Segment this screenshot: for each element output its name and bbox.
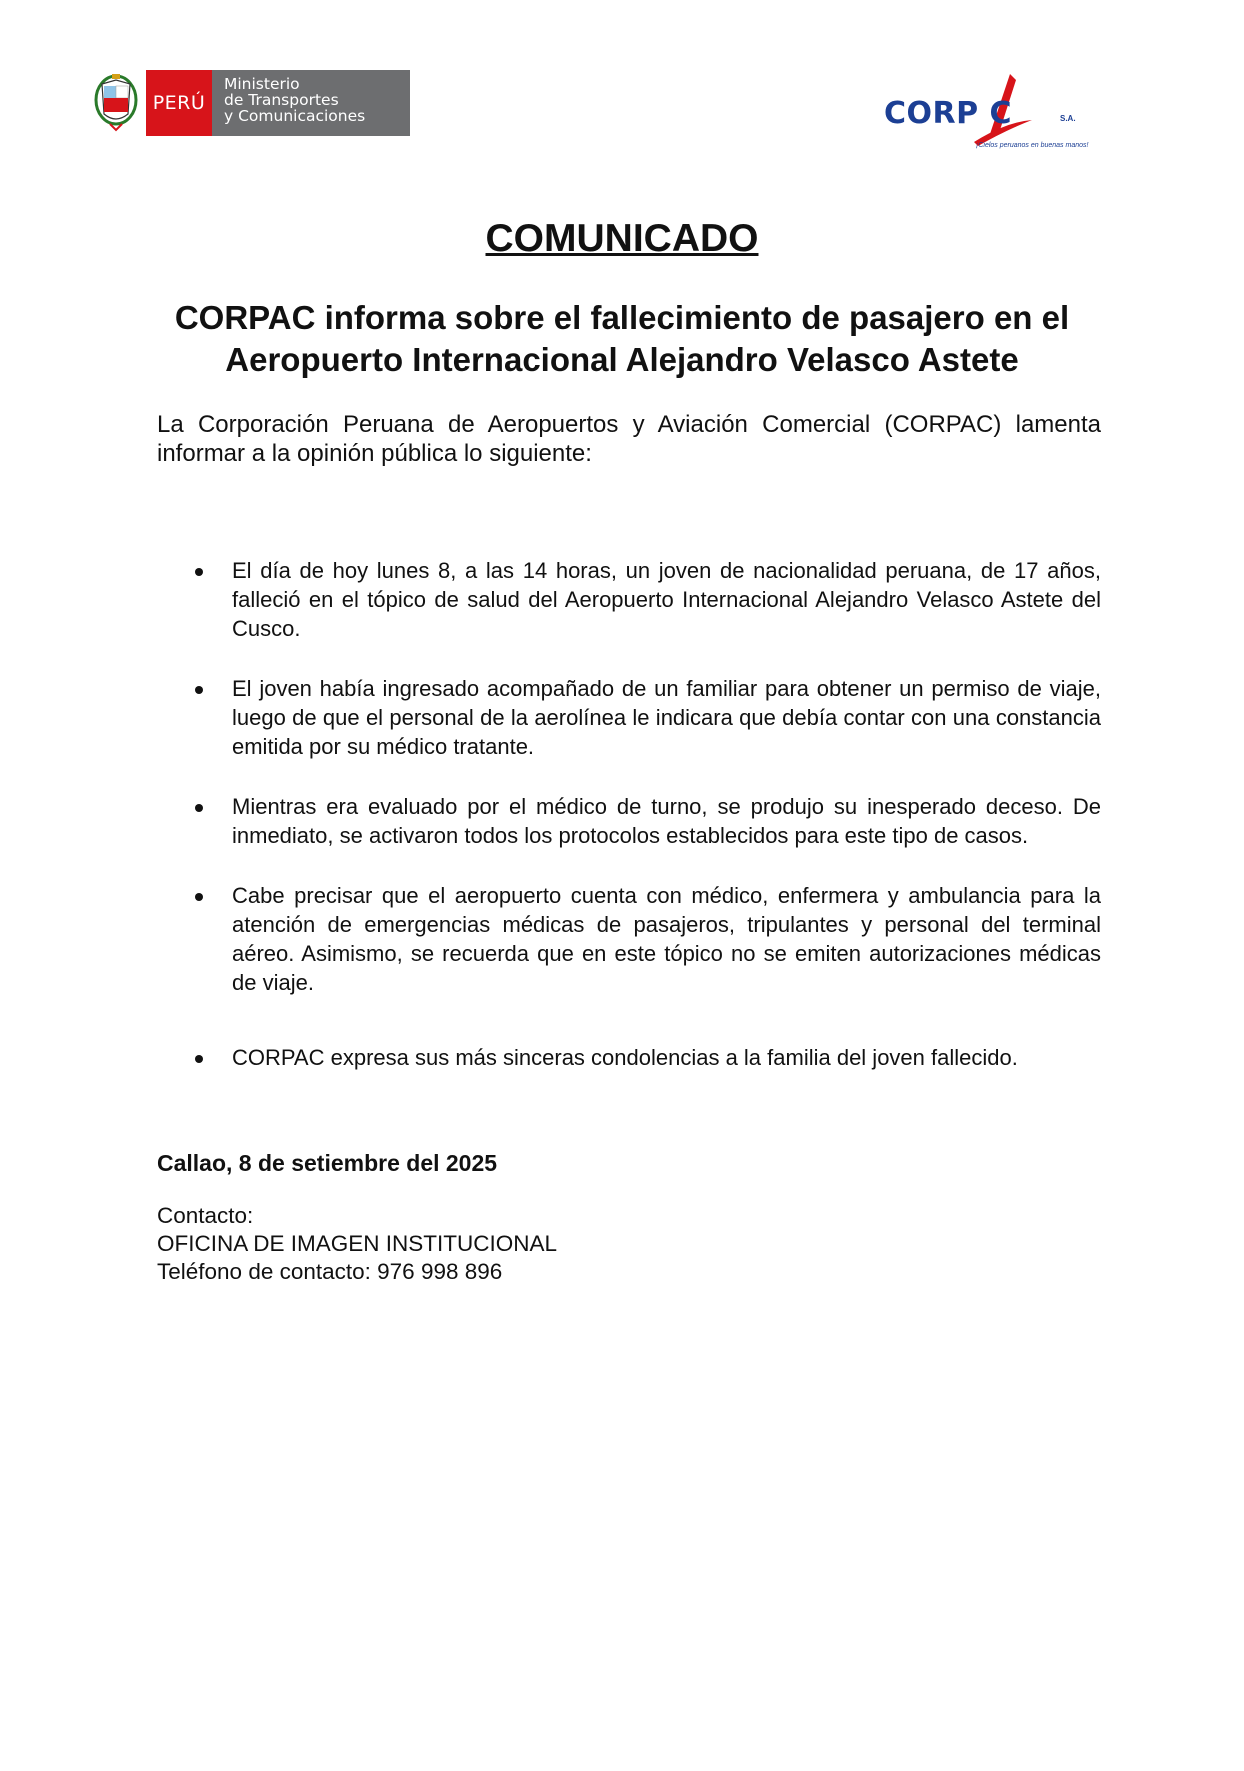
date-line: Callao, 8 de setiembre del 2025 (157, 1150, 498, 1176)
ministry-name (212, 70, 410, 136)
contact-phone: Teléfono de contacto: 976 998 896 (157, 1259, 503, 1284)
letterhead (0, 66, 1244, 166)
bullet-icon (195, 804, 203, 812)
list-item (157, 792, 1101, 850)
peru-coat-of-arms-icon (92, 70, 140, 134)
peru-label: PERÚ (146, 70, 212, 136)
bullet-icon (195, 568, 203, 576)
ministry-logo (92, 70, 410, 136)
contact-office: OFICINA DE IMAGEN INSTITUCIONAL (157, 1231, 558, 1256)
ministry-line: de Transportes (224, 91, 339, 109)
ministry-line: Ministerio (224, 75, 300, 93)
list-item (157, 881, 1101, 997)
list-item (157, 556, 1101, 643)
corpac-sa: S.A. (1060, 114, 1076, 123)
bullet-icon (195, 686, 203, 694)
bullet-list (157, 556, 1101, 1072)
bullet-icon (195, 1055, 203, 1063)
intro-paragraph: La Corporación Peruana de Aeropuertos y Aviación Comercial (CORPAC) lamenta informar a la opinión pública lo siguiente: (157, 411, 1101, 467)
document-subtitle: CORPAC informa sobre el fallecimiento de pasajero en el Aeropuerto Internacional Alejandro Velasco Astete (174, 299, 1070, 378)
corpac-tagline: ¡Cielos peruanos en buenas manos! (976, 142, 1089, 149)
contact-label: Contacto: (157, 1203, 254, 1228)
bullet-icon (195, 893, 203, 901)
document-title: COMUNICADO (485, 217, 759, 260)
bullet-text: Cabe precisar que el aeropuerto cuenta con médico, enfermera y ambulancia para la atención de emergencias médicas de pasajeros, tripulantes y personal del terminal aéreo. Asimismo, se recuerda que en este tópico no se emiten autorizaciones médicas de viaje. (232, 883, 1101, 995)
contact-block (157, 1202, 557, 1286)
bullet-text: El joven había ingresado acompañado de un familiar para obtener un permiso de viaje, luego de que el personal de la aerolínea le indicara que debía contar con una constancia emitida por su médico tratante. (232, 676, 1101, 759)
corpac-logo (884, 74, 1114, 154)
bullet-text: El día de hoy lunes 8, a las 14 horas, un joven de nacionalidad peruana, de 17 años, falleció en el tópico de salud del Aeropuerto Internacional Alejandro Velasco Astete del Cusco. (232, 558, 1101, 641)
bullet-text: CORPAC expresa sus más sinceras condolencias a la familia del joven fallecido. (232, 1045, 1018, 1070)
list-item (157, 1043, 1101, 1072)
corpac-wordmark: CORP C (884, 96, 1013, 131)
ministry-line: y Comunicaciones (224, 107, 366, 125)
list-item (157, 674, 1101, 761)
bullet-text: Mientras era evaluado por el médico de turno, se produjo su inesperado deceso. De inmediato, se activaron todos los protocolos establecidos para este tipo de casos. (232, 794, 1101, 848)
